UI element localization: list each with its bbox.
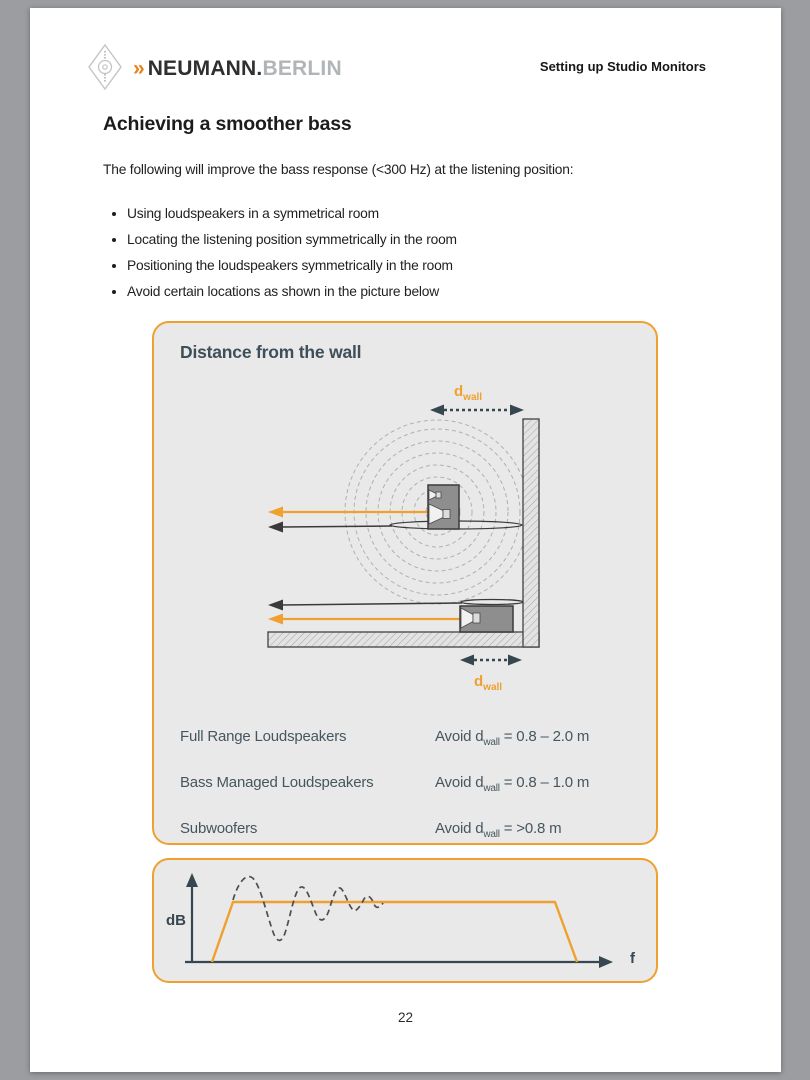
distance-rule-row — [180, 728, 636, 752]
target-response-curve — [212, 902, 577, 962]
bullet-item: • Using loudspeakers in a symmetrical room — [127, 201, 457, 227]
floor — [268, 632, 539, 647]
document-page — [30, 8, 781, 1072]
avoid-distance-value: Avoid $d_{wall} = >0.8$ m — [435, 820, 562, 840]
full-range-loudspeaker — [428, 485, 459, 529]
dwall-arrow-bottom — [460, 655, 522, 666]
brand-wordmark — [133, 57, 342, 81]
wall — [523, 419, 539, 647]
speaker-type-label: Bass Managed Loudspeakers — [180, 774, 374, 791]
avoid-distance-value: Avoid $d_{wall} = 0.8 - 2.0$ m — [435, 728, 590, 748]
subwoofer — [460, 606, 513, 632]
document-title: Setting up Studio Monitors — [539, 59, 706, 74]
section-heading: Achieving a smoother bass — [103, 113, 352, 135]
brand-suffix: BERLIN — [262, 57, 342, 80]
direct-sound-arrow-top — [268, 507, 436, 518]
frequency-response-figure — [152, 858, 658, 983]
neumann-logo-icon — [88, 44, 122, 90]
bullet-item: • Locating the listening position symmetrically in the room — [127, 227, 457, 253]
brand-chevrons-icon: » — [133, 57, 143, 80]
speaker-type-label: Subwoofers — [180, 820, 258, 837]
distance-from-wall-figure — [152, 321, 658, 845]
intro-paragraph: The following will improve the bass response (<300 Hz) at the listening position: — [103, 162, 574, 177]
distance-rules — [180, 728, 636, 845]
figure-title: Distance from the wall — [180, 342, 362, 362]
ripple-response-curve — [233, 877, 383, 941]
page-number: 22 — [397, 1010, 414, 1025]
bullet-list — [103, 201, 457, 305]
y-axis-label: dB — [166, 912, 186, 929]
speaker-type-label: Full Range Loudspeakers — [180, 728, 347, 745]
bullet-item: • Positioning the loudspeakers symmetrically in the room — [127, 253, 457, 279]
dwall-arrow-top — [430, 405, 524, 416]
reflected-sound-arrow-top — [268, 521, 522, 533]
distance-rule-row — [180, 774, 636, 798]
x-axis-label: f — [630, 950, 635, 967]
dwall-label-bottom: $d_{wall}$ — [474, 673, 503, 693]
direct-sound-arrow-bottom — [268, 614, 470, 625]
avoid-distance-value: Avoid $d_{wall} = 0.8 - 1.0$ m — [435, 774, 590, 794]
frequency-response-chart — [154, 860, 656, 981]
dwall-label-top: $d_{wall}$ — [454, 383, 483, 403]
axes — [185, 873, 613, 968]
distance-rule-row — [180, 820, 636, 844]
bullet-item: • Avoid certain locations as shown in the picture below — [127, 279, 457, 305]
brand-name: NEUMANN. — [147, 57, 263, 80]
